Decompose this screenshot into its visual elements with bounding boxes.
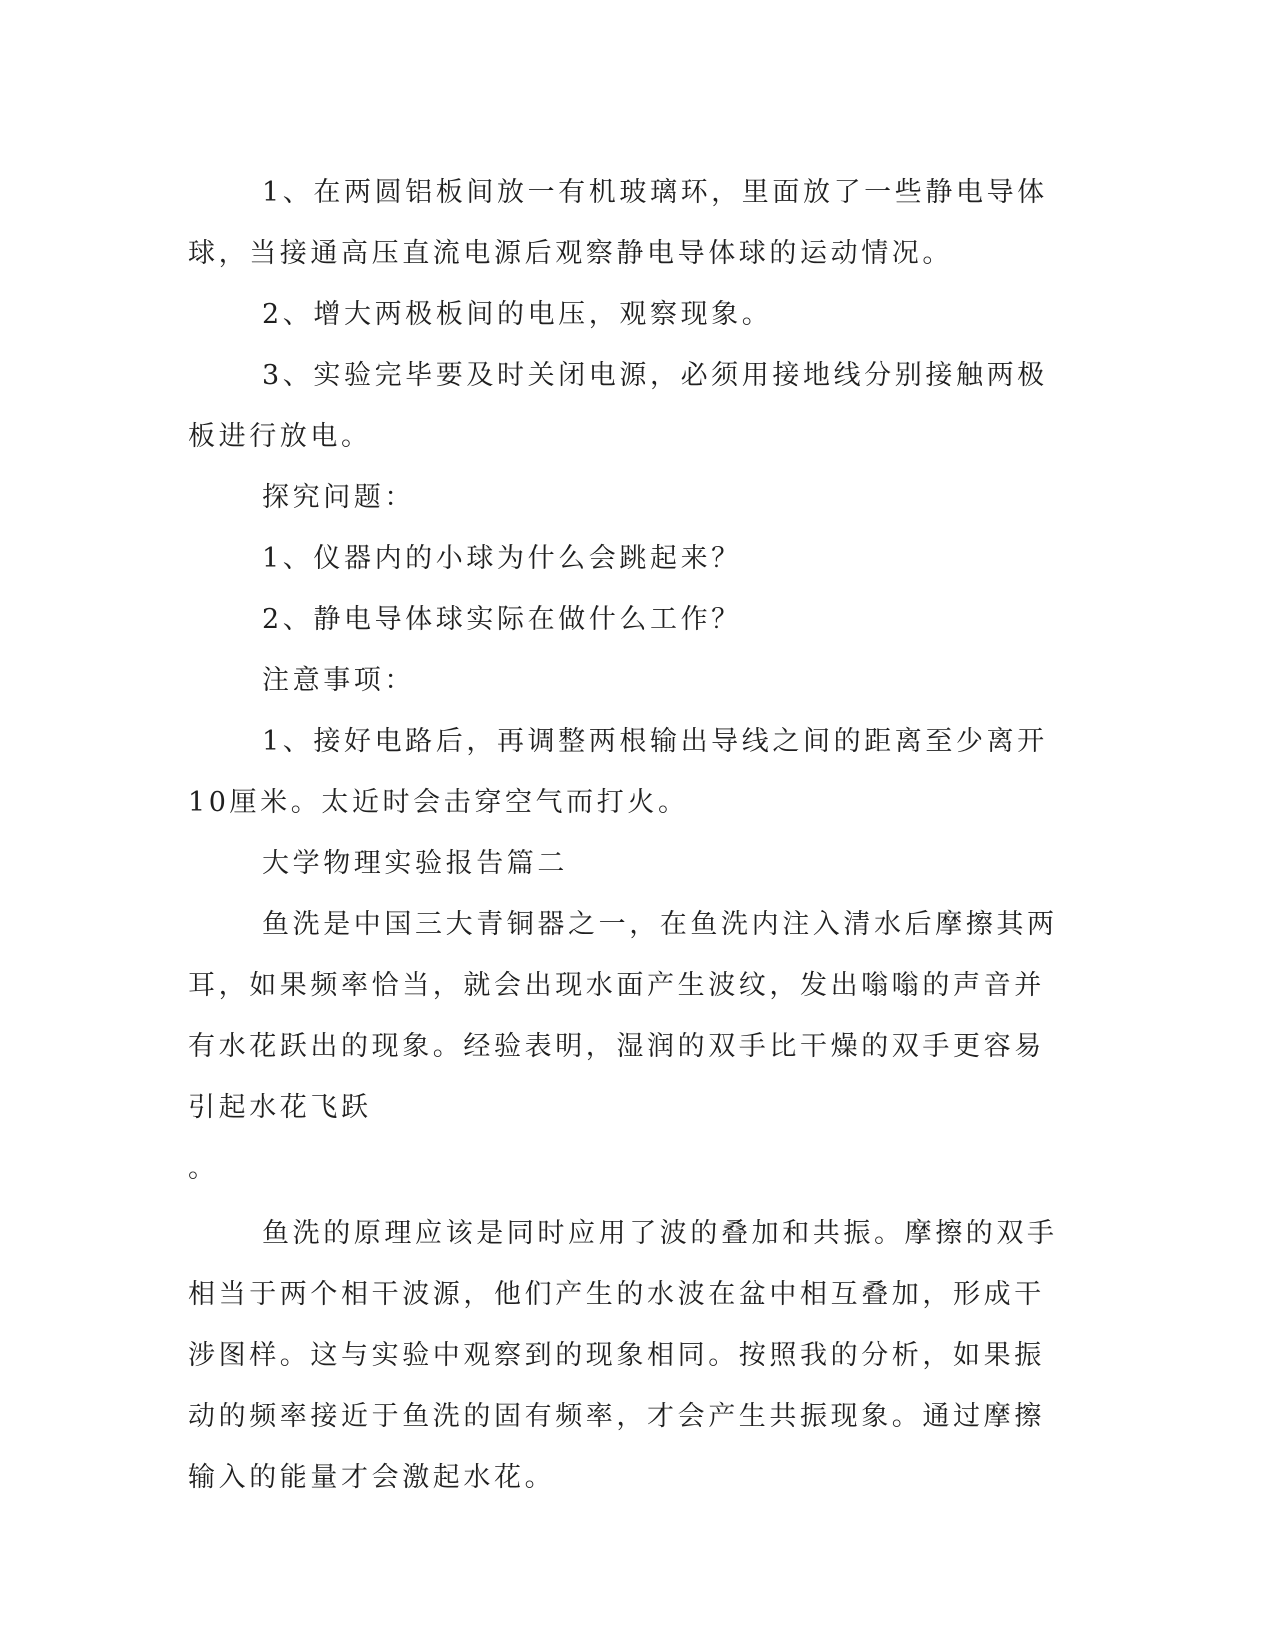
precaution-1: 1、接好电路后，再调整两根输出导线之间的距离至少离开10厘米。太近时会击穿空气而打火。 bbox=[188, 726, 1048, 818]
document-body bbox=[188, 162, 1068, 1508]
paragraph-fish-basin-principle: 鱼洗的原理应该是同时应用了波的叠加和共振。摩擦的双手相当于两个相干波源，他们产生的水波在盆中相互叠加，形成干涉图样。这与实验中观察到的现象相同。按照我的分析，如果振动的频率接近于鱼洗的固有频率，才会产生共振现象。通过摩擦输入的能量才会激起水花。 bbox=[188, 1218, 1058, 1493]
paragraph-step-3: 3、实验完毕要及时关闭电源，必须用接地线分别接触两极板进行放电。 bbox=[188, 360, 1048, 452]
paragraph-fish-basin-intro: 鱼洗是中国三大青铜器之一，在鱼洗内注入清水后摩擦其两耳，如果频率恰当，就会出现水面产生波纹，发出嗡嗡的声音并有水花跃出的现象。经验表明，湿润的双手比干燥的双手更容易引起水花飞跃 bbox=[188, 909, 1058, 1123]
question-1: 1、仪器内的小球为什么会跳起来？ bbox=[262, 543, 742, 574]
heading-explore-questions: 探究问题： bbox=[262, 482, 415, 513]
paragraph-step-1: 1、在两圆铝板间放一有机玻璃环，里面放了一些静电导体球，当接通高压直流电源后观察静电导体球的运动情况。 bbox=[188, 177, 1048, 269]
paragraph-stray-period: 。 bbox=[188, 1153, 219, 1184]
paragraph-step-2: 2、增大两极板间的电压，观察现象。 bbox=[262, 299, 773, 330]
section-title-report-two: 大学物理实验报告篇二 bbox=[262, 848, 568, 879]
heading-precautions: 注意事项： bbox=[262, 665, 415, 696]
question-2: 2、静电导体球实际在做什么工作？ bbox=[262, 604, 742, 635]
